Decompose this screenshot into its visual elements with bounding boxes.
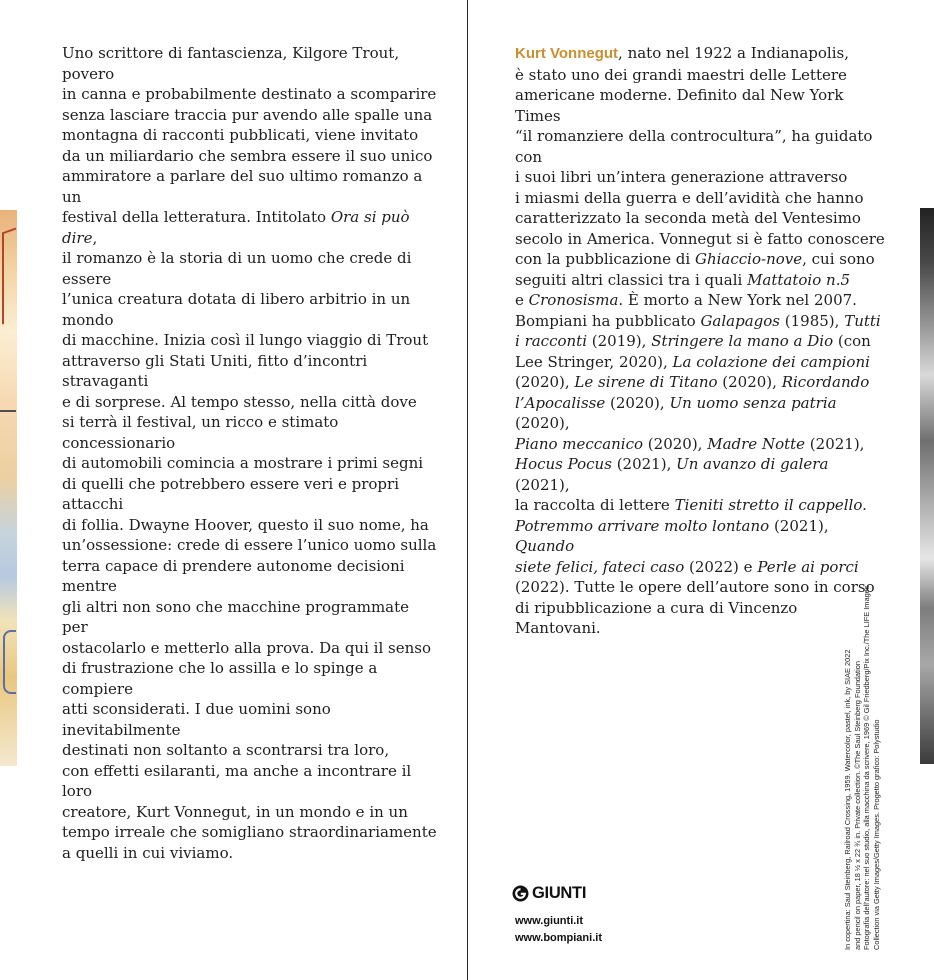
bompiani-url: www.bompiani.it	[515, 932, 602, 944]
book-title: Mattatoio n.5	[747, 270, 851, 289]
book-title: Un uomo senza patria	[669, 393, 837, 412]
book-title: Cronosisma	[528, 291, 619, 309]
book-title: Madre Notte	[707, 434, 806, 453]
credit-line: Collection via Getty Images/Getty Images. Progetto grafico: Polystudio	[871, 719, 881, 950]
credit-line: Fotografia dell’autore: nel suo studio, alla macchina da scrivere, 1969 © Gil Friedberg/Pix Inc./The LIFE Images	[862, 585, 872, 950]
book-title: La colazione dei campioni	[672, 352, 870, 371]
credit-line: and pencil on paper, 18 ½ x 22 ¾ in. Private collection. ©The Saul Steinberg Foundation	[852, 661, 862, 950]
author-bio: Kurt Vonnegut, nato nel 1922 a Indianapolis, è stato uno dei grandi maestri delle Lettere americane moderne. Definito dal New York Times “il romanziere della controcultura”, ha guidato con i suoi libri un’intera generazione attraverso i miasmi della guerra e dell’avidità che hanno caratterizzato la seconda metà del Ventesimo secolo in America. Vonnegut si è fatto conoscere con la pubblicazione di Ghiaccio-nove, cui sono seguiti altri classici tra i quali Mattatoio n.5 e Cronosisma. È morto a New York nel 2007. Bompiani ha pubblicato Galapagos (1985), Tutti i racconti (2019), Stringere la mano a Dio (con Lee Stringer, 2020), La colazione dei campioni (2020), Le sirene di Titano (2020), Ricordando l’Apocalisse (2020), Un uomo senza patria (2020), Piano meccanico (2020), Madre Notte (2021), Hocus Pocus (2021), Un avanzo di galera (2021), la raccolta di lettere Tieniti stretto il cappello. Potremmo arrivare molto lontano (2021), Quando siete felici, fateci caso (2022) e Perle ai porci (2022). Tutte le opere dell’autore sono in corso di ripubblicazione a cura di Vincenzo Mantovani.	[515, 44, 885, 637]
book-title: l’Apocalisse	[515, 393, 606, 412]
giunti-logo-icon	[512, 885, 529, 902]
cover-art-edge-left	[0, 210, 17, 766]
book-title: Le sirene di Titano	[574, 373, 718, 391]
book-title: Hocus Pocus	[515, 455, 612, 473]
book-title: Tieniti stretto il cappello.	[674, 496, 867, 514]
author-photo-edge-right	[920, 208, 934, 764]
art-stroke	[3, 630, 16, 694]
book-title: Stringere la mano a Dio	[651, 332, 834, 350]
giunti-url: www.giunti.it	[515, 915, 584, 927]
book-title: Ricordando	[781, 373, 870, 391]
book-title: Perle ai porci	[757, 557, 859, 576]
book-title: Galapagos	[700, 311, 780, 330]
book-title: Ghiaccio-nove	[694, 250, 803, 268]
giunti-logo-text: GIUNTI	[532, 884, 587, 902]
cover-credits	[843, 580, 881, 950]
book-title: Ora si può dire	[62, 208, 410, 247]
book-title: Un avanzo di galera	[676, 455, 829, 473]
book-title: i racconti	[515, 332, 587, 350]
book-title: Piano meccanico	[515, 434, 644, 453]
art-stroke	[2, 227, 16, 324]
giunti-logo	[512, 884, 586, 903]
book-title: siete felici, fateci caso	[515, 557, 685, 576]
credit-line: In copertina: Saul Steinberg, Railroad Crossing, 1959. Watercolor, pastel, ink, by SIAE 2022	[843, 649, 852, 950]
book-title: Quando	[515, 537, 575, 555]
author-name: Kurt Vonnegut	[515, 45, 619, 62]
book-title: Potremmo arrivare molto lontano	[515, 516, 770, 535]
book-title: Tutti	[844, 311, 881, 330]
book-blurb: Uno scrittore di fantascienza, Kilgore Trout, povero in canna e probabilmente destinato a scomparire senza lasciare traccia pur avendo alle spalle una montagna di racconti pubblicati, viene invitato da un miliardario che sembra essere il suo unico ammiratore a parlare del suo ultimo romanzo a un festival della letteratura. Intitolato Ora si può dire, il romanzo è la storia di un uomo che crede di essere l’unica creatura dotata di libero arbitrio in un mondo di macchine. Inizia così il lungo viaggio di Trout attraverso gli Stati Uniti, fitto d’incontri stravaganti e di sorprese. Al tempo stesso, nella città dove si terrà il festival, un ricco e stimato concessionario di automobili comincia a mostrare i primi segni di quelli che potrebbero essere veri e propri attacchi di follia. Dwayne Hoover, questo il suo nome, ha un’ossessione: crede di essere l’unico uomo sulla terra capace di prendere autonome decisioni mentre gli altri non sono che macchine programmate per ostacolarlo e metterlo alla prova. Da qui il senso di frustrazione che lo assilla e lo spinge a compiere atti sconsiderati. I due uomini sono inevitabilmente destinati non soltanto a scontrarsi tra loro, con effetti esilaranti, ma anche a incontrare il loro creatore, Kurt Vonnegut, in un mondo e in un tempo irreale che somigliano straordinariamente a quelli in cui viviamo.	[62, 44, 437, 862]
art-stroke	[0, 410, 16, 412]
